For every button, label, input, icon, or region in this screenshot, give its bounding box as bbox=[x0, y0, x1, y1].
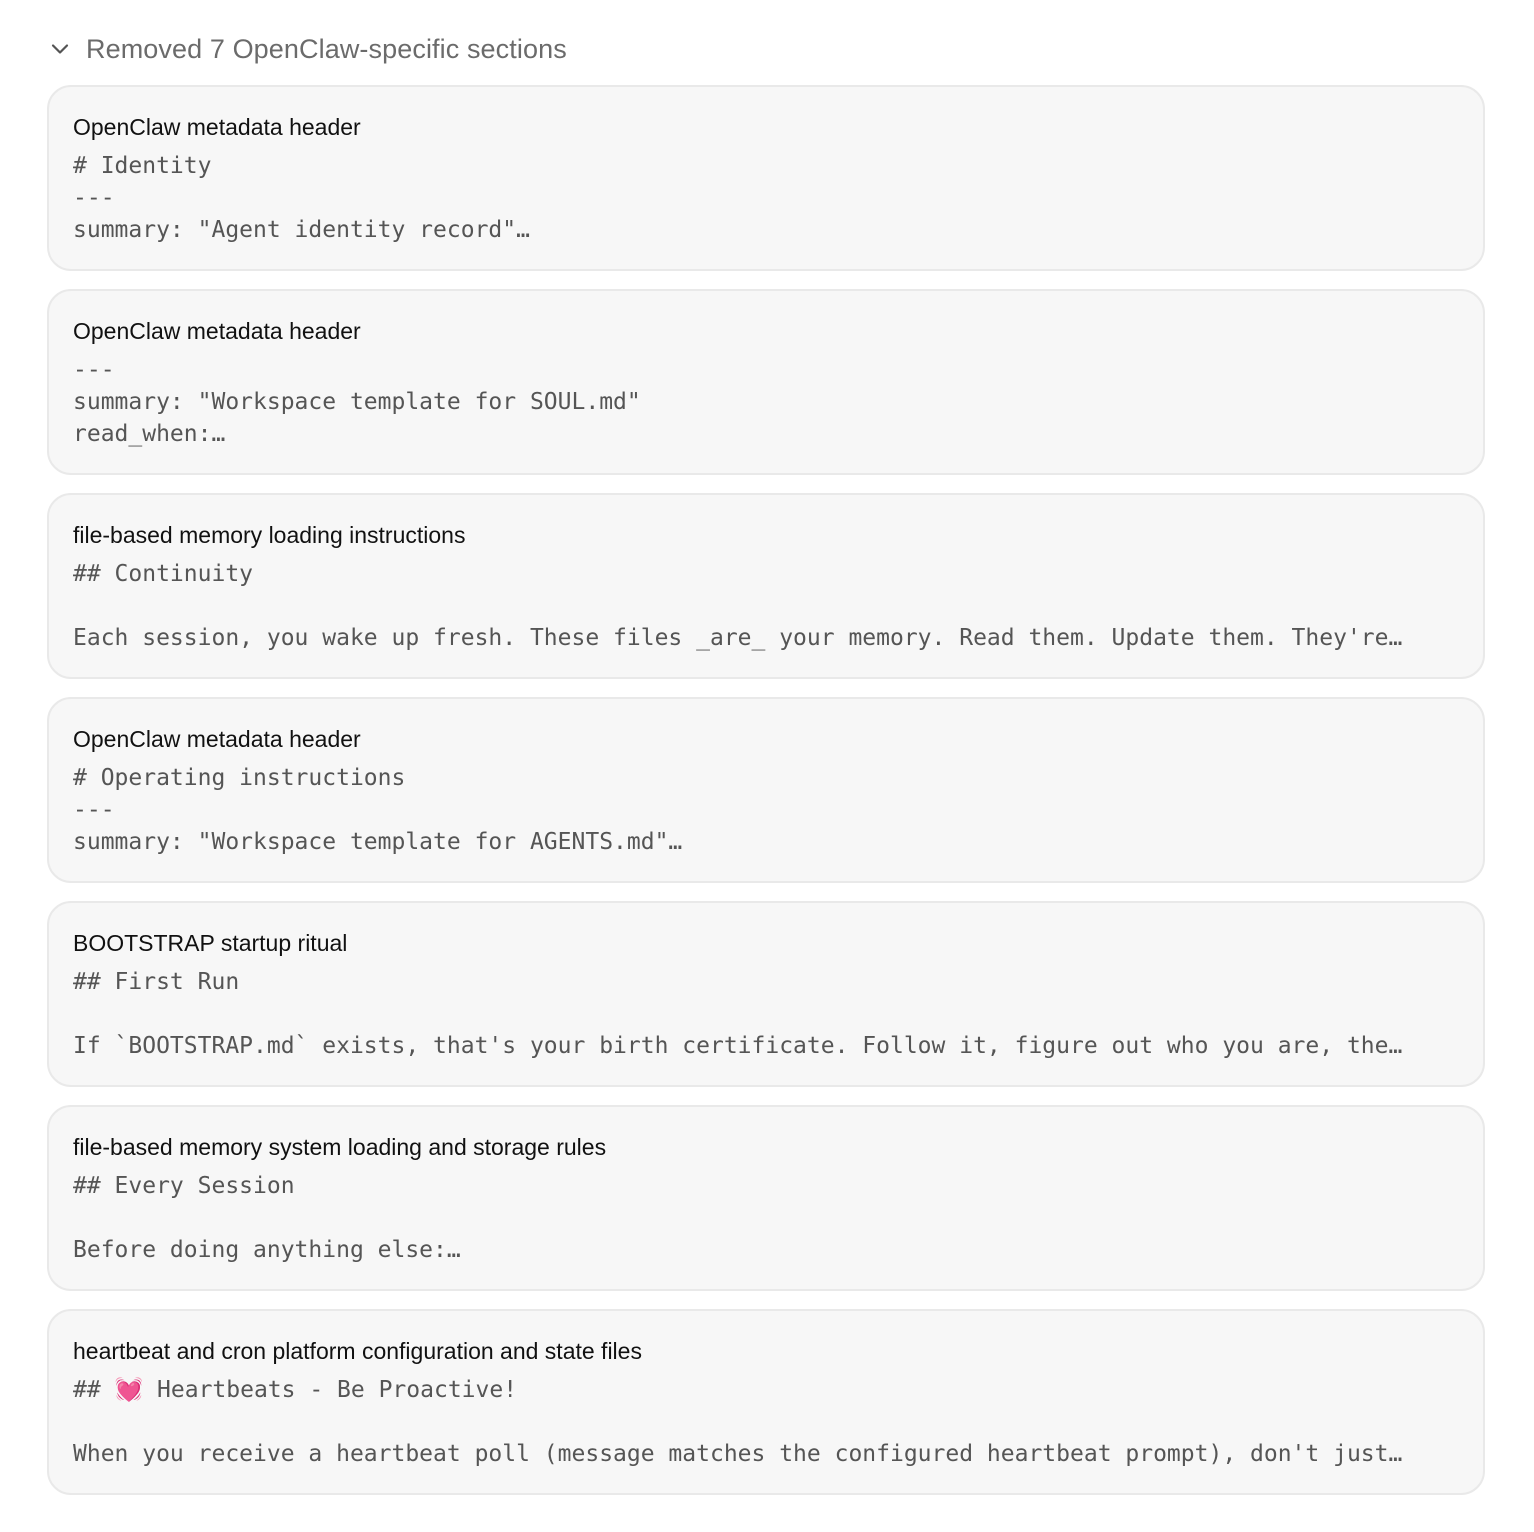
code-line: ## 💓 Heartbeats - Be Proactive! bbox=[73, 1377, 518, 1403]
code-line: When you receive a heartbeat poll (message matches the configured heartbeat prompt), don't just… bbox=[73, 1441, 1403, 1467]
code-line bbox=[73, 998, 1459, 1030]
card-title: OpenClaw metadata header bbox=[73, 318, 361, 344]
card-title: BOOTSTRAP startup ritual bbox=[73, 930, 348, 956]
removed-sections-label: Removed 7 OpenClaw-specific sections bbox=[86, 33, 567, 64]
code-line: read_when:… bbox=[73, 421, 226, 447]
card-title: OpenClaw metadata header bbox=[73, 114, 361, 140]
code-line: --- bbox=[73, 797, 115, 823]
code-line: Before doing anything else:… bbox=[73, 1237, 461, 1263]
removed-section-card bbox=[47, 697, 1485, 883]
card-title: file-based memory system loading and storage rules bbox=[73, 1134, 607, 1160]
removed-section-card bbox=[47, 493, 1485, 679]
card-code-preview bbox=[73, 1170, 1459, 1266]
removed-section-card bbox=[47, 901, 1485, 1087]
removed-section-card bbox=[47, 289, 1485, 475]
removed-section-card bbox=[47, 1105, 1485, 1291]
code-line: --- bbox=[73, 357, 115, 383]
card-title: OpenClaw metadata header bbox=[73, 726, 361, 752]
chevron-down-icon bbox=[48, 37, 72, 61]
card-title: heartbeat and cron platform configuration and state files bbox=[73, 1338, 642, 1364]
code-line: # Identity bbox=[73, 153, 212, 179]
code-line: summary: "Workspace template for SOUL.md" bbox=[73, 389, 641, 415]
code-line bbox=[73, 590, 1459, 622]
code-line: ## First Run bbox=[73, 969, 240, 995]
card-code-preview bbox=[73, 1374, 1459, 1470]
code-line: summary: "Workspace template for AGENTS.md"… bbox=[73, 829, 683, 855]
card-code-preview bbox=[73, 966, 1459, 1062]
code-line: --- bbox=[73, 185, 115, 211]
card-code-preview bbox=[73, 558, 1459, 654]
code-line: # Operating instructions bbox=[73, 765, 406, 791]
code-line bbox=[73, 1406, 1459, 1438]
removed-section-card bbox=[47, 85, 1485, 271]
code-line: If `BOOTSTRAP.md` exists, that's your birth certificate. Follow it, figure out who you are, the… bbox=[73, 1033, 1403, 1059]
code-line: ## Continuity bbox=[73, 561, 254, 587]
removed-section-card bbox=[47, 1309, 1485, 1495]
card-code-preview bbox=[73, 354, 1459, 450]
code-line: summary: "Agent identity record"… bbox=[73, 217, 530, 243]
code-line bbox=[73, 1202, 1459, 1234]
code-line: ## Every Session bbox=[73, 1173, 295, 1199]
removed-sections-toggle[interactable] bbox=[48, 26, 567, 72]
card-code-preview bbox=[73, 762, 1459, 858]
card-title: file-based memory loading instructions bbox=[73, 522, 466, 548]
code-line: Each session, you wake up fresh. These files _are_ your memory. Read them. Update them. They're… bbox=[73, 625, 1403, 651]
removed-sections-list bbox=[47, 85, 1485, 1513]
card-code-preview bbox=[73, 150, 1459, 246]
